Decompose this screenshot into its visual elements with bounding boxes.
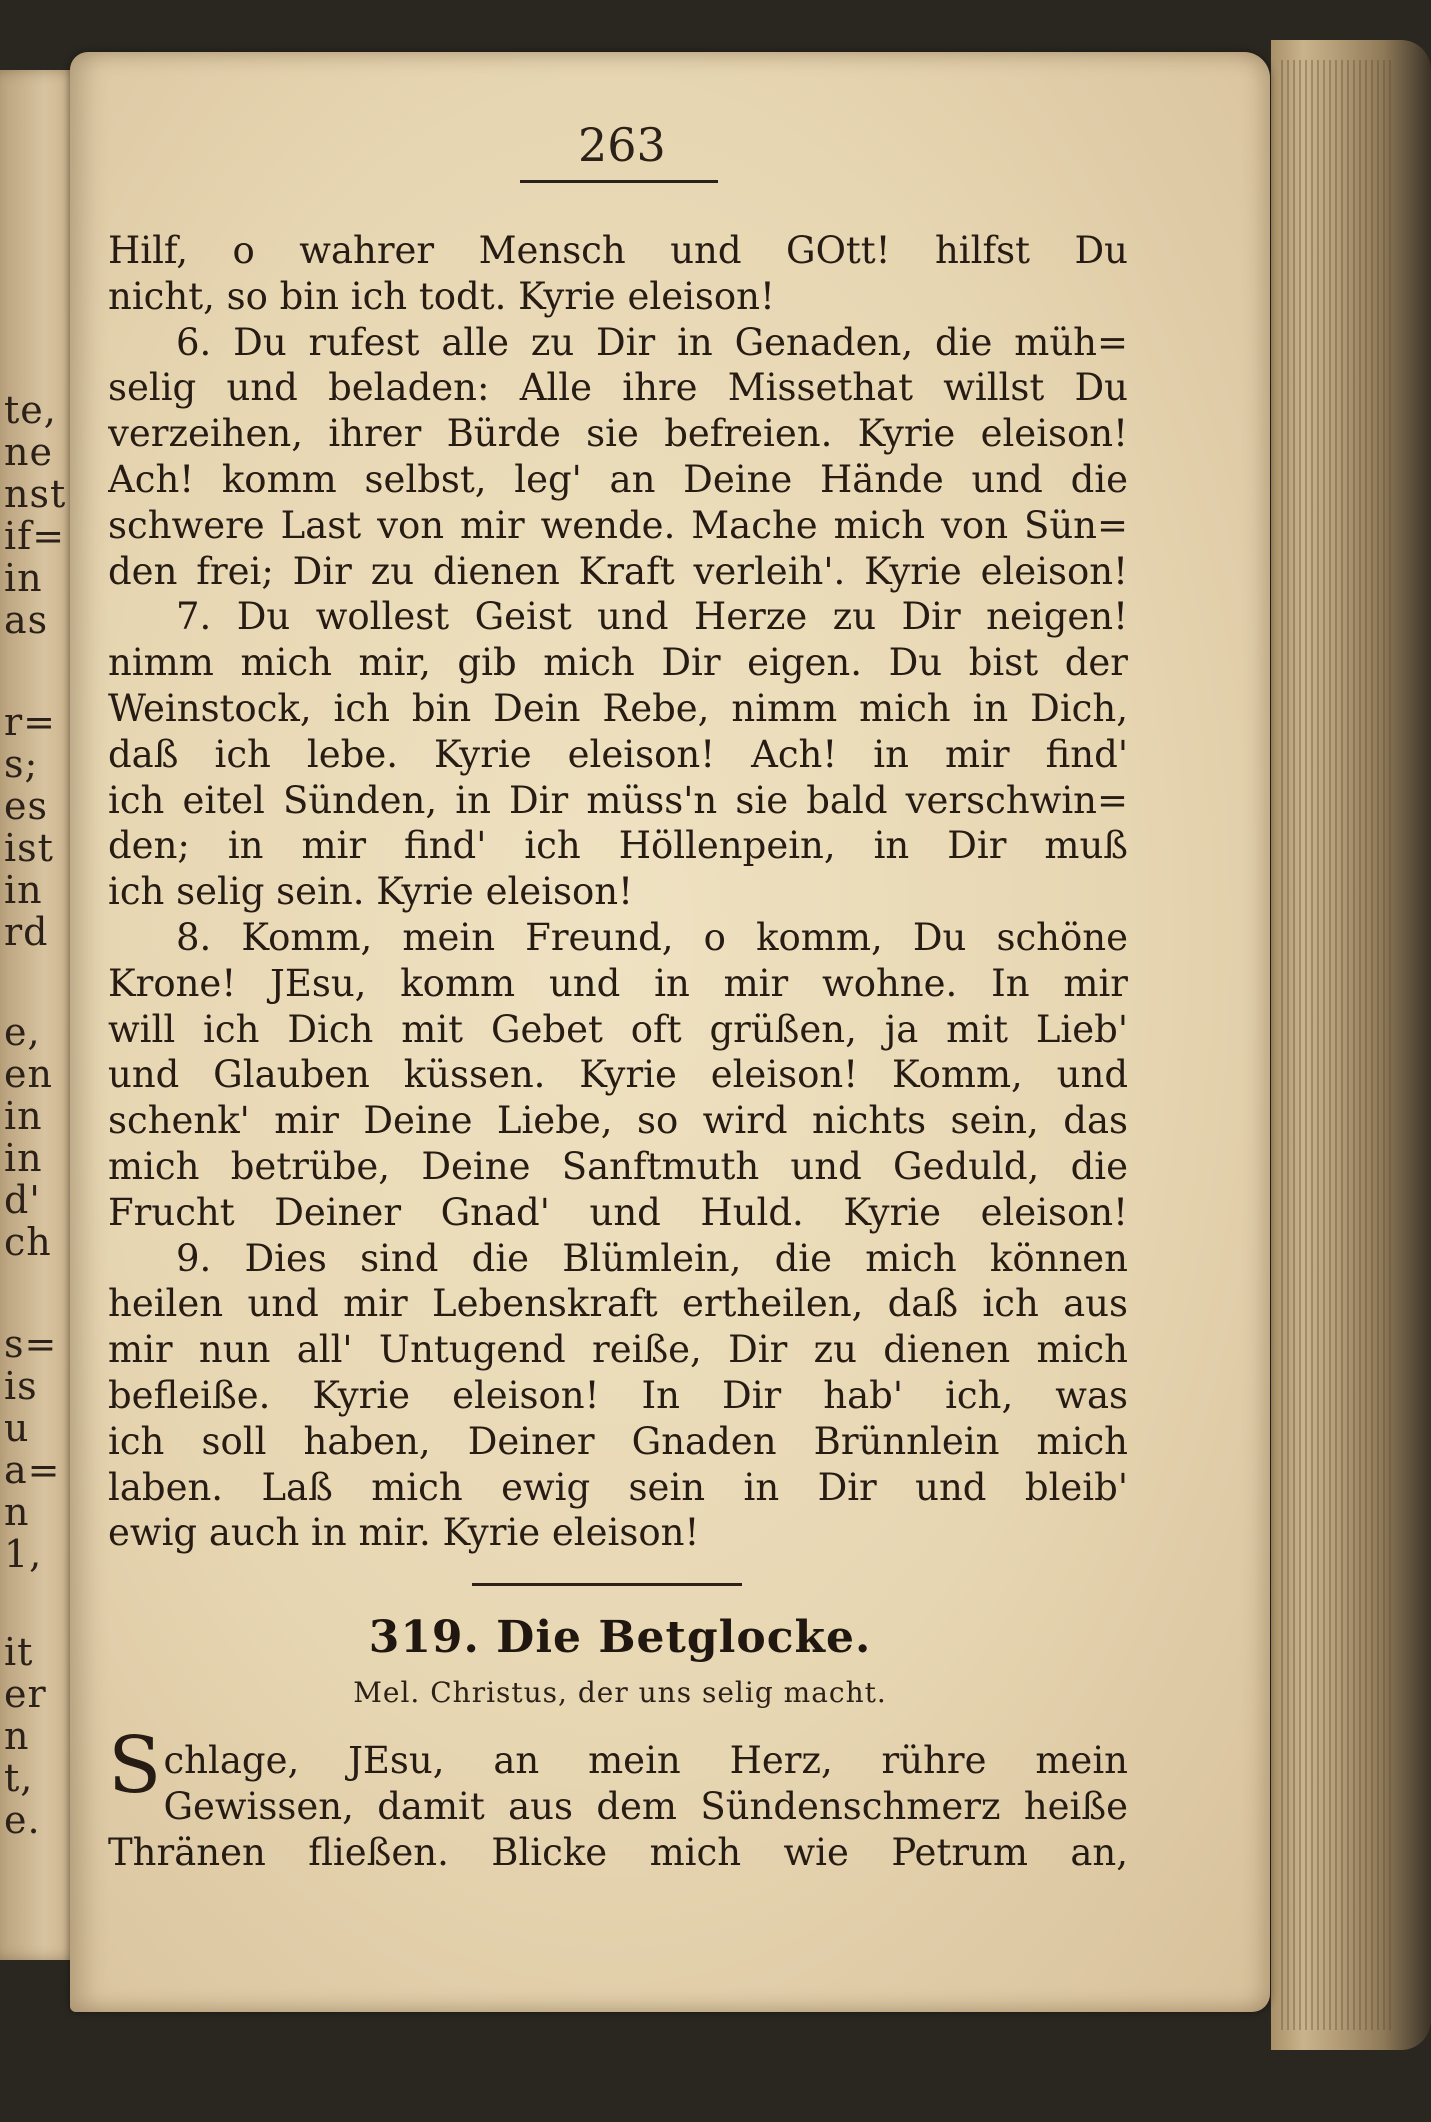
left-page-fragment: er bbox=[4, 1672, 47, 1716]
text-line: Hilf, o wahrer Mensch und GOtt! hilfst Du bbox=[108, 229, 1128, 272]
text-line: will ich Dich mit Gebet oft grüßen, ja mit Lieb' bbox=[108, 1007, 1128, 1051]
drop-cap: S bbox=[108, 1721, 162, 1811]
verse-6-start: 6. Du rufest alle zu Dir in Genaden, die müh= bbox=[176, 320, 1128, 364]
text-line: Ach! komm selbst, leg' an Deine Hände und die bbox=[108, 457, 1128, 501]
verse-9-start: 9. Dies sind die Blümlein, die mich können bbox=[176, 1236, 1128, 1280]
hymn-title: 319. Die Betglocke. bbox=[368, 1612, 872, 1663]
left-page-edge bbox=[0, 70, 80, 1960]
text-line: laben. Laß mich ewig sein in Dir und bleib' bbox=[108, 1465, 1128, 1509]
left-page-fragment: en bbox=[4, 1052, 53, 1096]
verse-7-start: 7. Du wollest Geist und Herze zu Dir neigen! bbox=[176, 595, 1128, 639]
left-page-fragment: n bbox=[4, 1714, 30, 1758]
text-line: Gewissen, damit aus dem Sündenschmerz heiße bbox=[163, 1784, 1128, 1828]
text-line: ewig auch in mir. Kyrie eleison! bbox=[108, 1511, 700, 1555]
page-number: 263 bbox=[578, 118, 666, 172]
text-line: nimm mich mir, gib mich Dir eigen. Du bist der bbox=[108, 641, 1128, 685]
text-line: den frei; Dir zu dienen Kraft verleih'. Kyrie eleison! bbox=[108, 549, 1128, 593]
section-divider bbox=[472, 1583, 742, 1586]
left-page-fragment: s= bbox=[4, 1322, 58, 1366]
header-rule bbox=[520, 180, 718, 183]
left-page-fragment: it bbox=[4, 1630, 34, 1674]
book-page-edges bbox=[1271, 40, 1431, 2050]
text-line: chlage, JEsu, an mein Herz, rühre mein bbox=[163, 1739, 1128, 1782]
text-line: selig und beladen: Alle ihre Missethat willst Du bbox=[108, 366, 1128, 410]
left-page-fragment: if= bbox=[4, 514, 66, 558]
left-page-fragment: as bbox=[4, 598, 49, 642]
text-line: verzeihen, ihrer Bürde sie befreien. Kyrie eleison! bbox=[108, 412, 1128, 456]
left-page-fragment: t, bbox=[4, 1756, 34, 1800]
text-line: Frucht Deiner Gnad' und Huld. Kyrie eleison! bbox=[108, 1190, 1128, 1234]
text-line: nicht, so bin ich todt. Kyrie eleison! bbox=[108, 274, 775, 318]
verse-8-start: 8. Komm, mein Freund, o komm, Du schöne bbox=[176, 915, 1128, 959]
text-line: ich selig sein. Kyrie eleison! bbox=[108, 870, 633, 914]
left-page-fragment: e. bbox=[4, 1798, 41, 1842]
hymn-melody: Mel. Christus, der uns selig macht. bbox=[353, 1676, 887, 1709]
text-line: mir nun all' Untugend reiße, Dir zu dienen mich bbox=[108, 1328, 1128, 1372]
left-page-fragment: ch bbox=[4, 1220, 52, 1264]
left-page-fragment: a= bbox=[4, 1448, 61, 1492]
text-line: den; in mir find' ich Höllenpein, in Dir muß bbox=[108, 824, 1128, 868]
text-line: heilen und mir Lebenskraft ertheilen, daß ich aus bbox=[108, 1282, 1128, 1326]
hymn-319-text bbox=[108, 1721, 1128, 1875]
text-line: ich soll haben, Deiner Gnaden Brünnlein mich bbox=[108, 1419, 1128, 1463]
text-line: Weinstock, ich bin Dein Rebe, nimm mich in Dich, bbox=[108, 686, 1128, 730]
left-page-fragment: in bbox=[4, 1136, 43, 1180]
text-line: schenk' mir Deine Liebe, so wird nichts sein, das bbox=[108, 1099, 1128, 1143]
left-page-fragment: in bbox=[4, 1094, 43, 1138]
left-page-fragment: n bbox=[4, 1490, 30, 1534]
left-page-fragment: es bbox=[4, 784, 48, 828]
text-line: ich eitel Sünden, in Dir müss'n sie bald verschwin= bbox=[108, 778, 1128, 822]
text-line: Thränen fließen. Blicke mich wie Petrum an, bbox=[108, 1830, 1128, 1874]
left-page-fragment: e, bbox=[4, 1010, 41, 1054]
text-line: mich betrübe, Deine Sanftmuth und Geduld, die bbox=[108, 1144, 1128, 1188]
left-page-fragment: u bbox=[4, 1406, 30, 1450]
text-line: befleiße. Kyrie eleison! In Dir hab' ich, was bbox=[108, 1373, 1128, 1417]
text-line: daß ich lebe. Kyrie eleison! Ach! in mir find' bbox=[108, 732, 1128, 776]
left-page-fragment: ne bbox=[4, 430, 53, 474]
left-page-fragment: te, bbox=[4, 388, 57, 432]
text-line: und Glauben küssen. Kyrie eleison! Komm, und bbox=[108, 1053, 1128, 1097]
left-page-fragment: s; bbox=[4, 742, 39, 786]
left-page-fragment: nst bbox=[4, 472, 67, 516]
left-page-fragment: ist bbox=[4, 826, 54, 870]
hymn-body-text bbox=[108, 228, 1128, 1556]
left-page-fragment: in bbox=[4, 556, 43, 600]
left-page-fragment: d' bbox=[4, 1178, 41, 1222]
text-line: schwere Last von mir wende. Mache mich von Sün= bbox=[108, 503, 1128, 547]
left-page-fragment: is bbox=[4, 1364, 38, 1408]
left-page-fragment: r= bbox=[4, 700, 57, 744]
left-page-fragment: 1, bbox=[4, 1532, 43, 1576]
left-page-fragment: rd bbox=[4, 910, 49, 954]
text-line: Krone! JEsu, komm und in mir wohne. In mir bbox=[108, 961, 1128, 1005]
left-page-fragment: in bbox=[4, 868, 43, 912]
